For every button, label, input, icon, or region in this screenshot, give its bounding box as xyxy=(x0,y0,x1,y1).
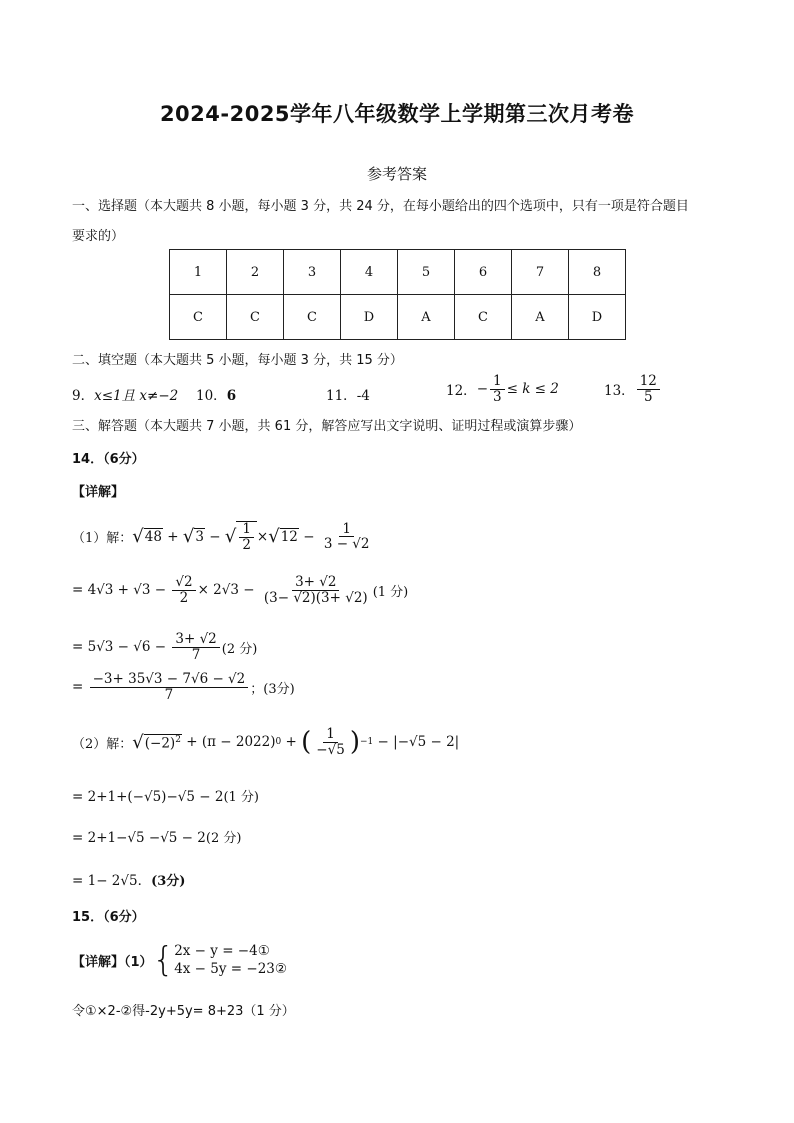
section3-heading: 三、解答题（本大题共 7 小题，共 61 分，解答应写出文字说明、证明过程或演算步骤） xyxy=(72,419,582,434)
q14-part2-step1: = 2+1+(−√5)−√5 − 2(1 分) xyxy=(72,789,259,805)
equation-2: 4x − 5y = −23② xyxy=(174,961,287,978)
table-cell: C xyxy=(227,295,284,340)
score-note: (2 分) xyxy=(205,831,242,846)
table-cell: 7 xyxy=(512,250,569,295)
q15-label: 15．（6分） xyxy=(72,910,145,925)
table-cell: 6 xyxy=(455,250,512,295)
q14-part1-expression: （1）解： √ 48 + √ 3 − √ $\frac{1}{2}$ × √ 12 − $\frac{1}{3 - √2}$ xyxy=(72,520,370,553)
table-row-numbers xyxy=(170,250,626,295)
q14-part1-step2: = 5√3 − √6 − $\frac{3+ √2}{7}$ (2 分) xyxy=(72,631,258,663)
score-note: (3分) xyxy=(151,874,186,889)
q14-part2-step3: = 1− 2√5．(3分) xyxy=(72,873,186,889)
q14-label: 14．（6分） xyxy=(72,452,145,467)
table-cell: 8 xyxy=(569,250,626,295)
q14-part1-step3: = $\frac{-3+ 35√3 - 7√6 - √2}{7}$ ；(3分) xyxy=(72,671,295,703)
table-cell: A xyxy=(512,295,569,340)
q11-answer: 11．-4 xyxy=(326,388,370,404)
table-cell: 4 xyxy=(341,250,398,295)
section2-heading: 二、填空题（本大题共 5 小题，每小题 3 分，共 15 分） xyxy=(72,353,403,368)
table-cell: C xyxy=(455,295,512,340)
section1-heading-cont: 要求的） xyxy=(72,229,125,244)
q13-fraction: $\frac{12}{5}$ xyxy=(637,374,660,405)
table-cell: D xyxy=(569,295,626,340)
q15-step1: 令①×2-②得-2y+5y= 8+23（1 分） xyxy=(72,1004,295,1019)
q15-system: 【详解】（1） { 2x − y = −4① 4x − 5y = −23② xyxy=(72,939,287,980)
table-cell: 1 xyxy=(170,250,227,295)
q14-part2-expression: （2）解： √ $(-2)^2$ + (π − 2022) 0 + ( $\frac{1}{-√5}$ ) −1 − |−√5 − 2| xyxy=(72,726,460,758)
table-cell: 5 xyxy=(398,250,455,295)
table-cell: 3 xyxy=(284,250,341,295)
q12-fraction: $\frac{1}{3}$ xyxy=(490,374,505,405)
score-note: ；(3分) xyxy=(250,681,295,697)
table-cell: A xyxy=(398,295,455,340)
table-row-answers xyxy=(170,295,626,340)
q14-part1-step1: = 4√3 + √3 − $\frac{√2}{2}$ × 2√3 − $\frac{3+ √2}{(3- √2)(3+ √2)}$ (1 分) xyxy=(72,574,409,606)
q13-answer: 13． $\frac{12}{5}$ xyxy=(604,374,662,405)
table-cell: 2 xyxy=(227,250,284,295)
answer-key-subtitle: 参考答案 xyxy=(366,165,427,183)
page-title: 2024-2025学年八年级数学上学期第三次月考卷 xyxy=(159,102,635,126)
section1-heading: 一、选择题（本大题共 8 小题，每小题 3 分，共 24 分，在每小题给出的四个选项中，只有一项是符合题目 xyxy=(72,199,689,214)
q14-part2-step2: = 2+1−√5 −√5 − 2(2 分) xyxy=(72,830,242,846)
equation-1: 2x − y = −4① xyxy=(174,943,270,959)
q14-detail-tag: 【详解】 xyxy=(72,485,125,500)
score-note: (1 分) xyxy=(223,790,259,805)
table-cell: C xyxy=(170,295,227,340)
table-cell: D xyxy=(341,295,398,340)
q12-answer: 12． − $\frac{1}{3}$ ≤ k ≤ 2 xyxy=(446,373,559,405)
choice-answer-table xyxy=(169,249,626,340)
score-note: (1 分) xyxy=(372,584,409,600)
q10-answer: 10．6 xyxy=(196,388,237,404)
table-cell: C xyxy=(284,295,341,340)
score-note: (2 分) xyxy=(221,641,258,657)
q9-answer: 9．x≤1且 x≠−2 xyxy=(72,388,179,404)
